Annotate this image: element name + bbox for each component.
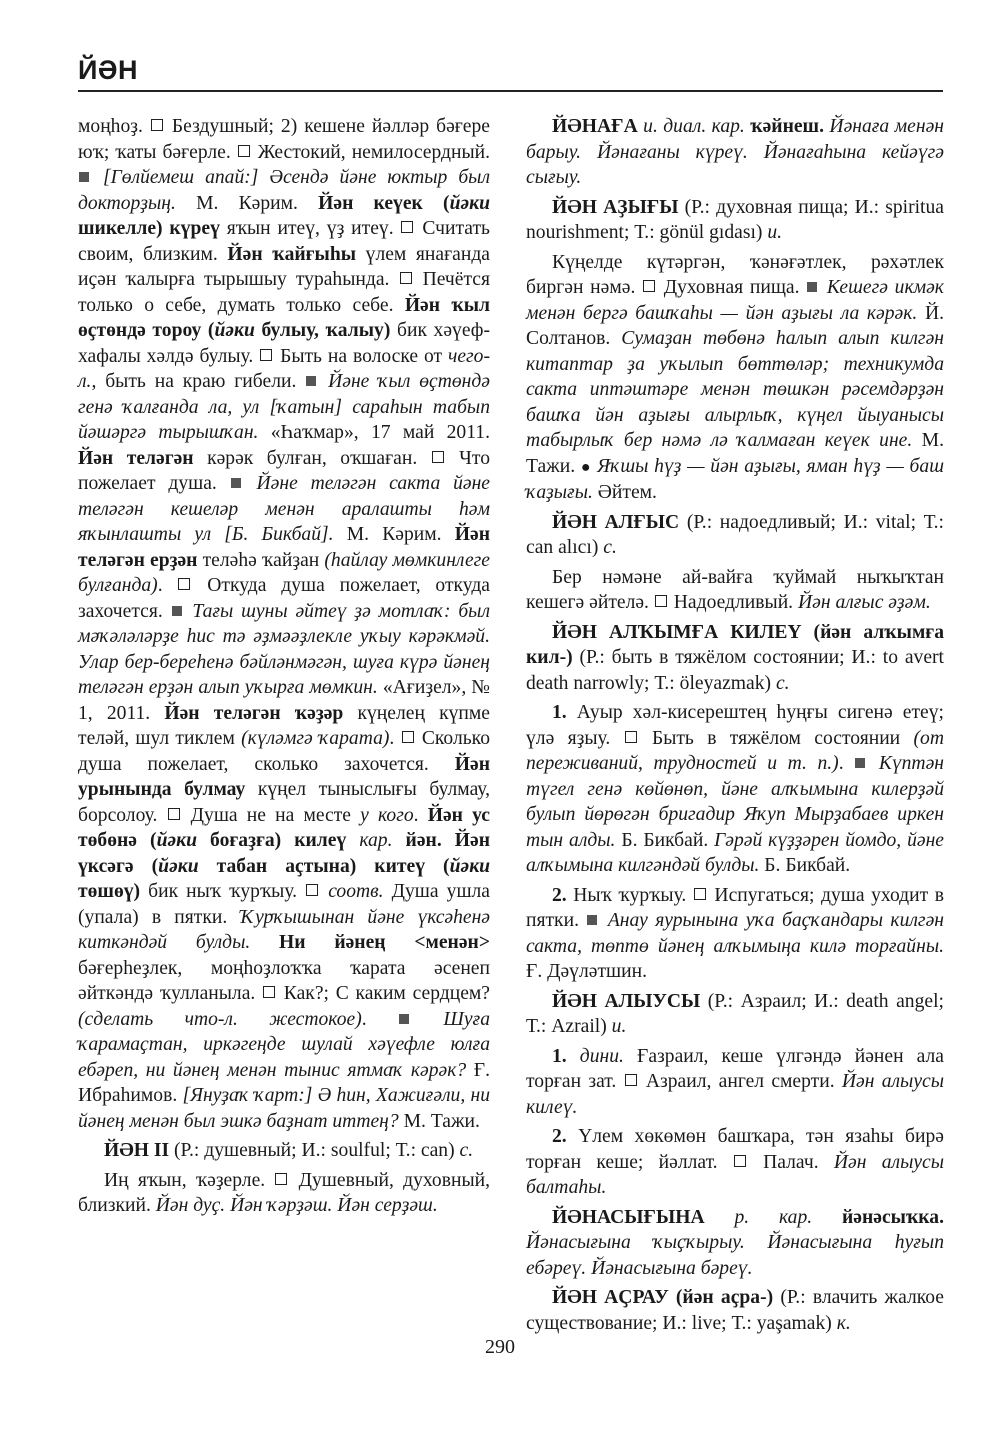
example-text: Йән алыусы балтаһы. (526, 1151, 944, 1198)
dictionary-paragraph (526, 1044, 944, 1121)
body-text: Азраил, ангел смерти. (638, 1071, 842, 1092)
headword-text: ЙӘН АҘЫҒЫ (552, 196, 679, 218)
open-square-icon (625, 1074, 637, 1086)
body-text: Считать своим, близким. (78, 218, 490, 265)
body-text: күңел тыныслығы булмау, борсолоу. (78, 779, 491, 826)
headword-text: ЙӘН АЛЫУСЫ (552, 990, 701, 1012)
example-text: Йән алыусы килеү. (526, 1071, 944, 1118)
headword-text: ЙӘН АЛҠЫМҒА КИЛЕҮ (йән алҡымға кил-) (526, 621, 944, 668)
body-text: яҡын итеү, үҙ итеү. (219, 218, 401, 239)
example-text: Ҡурҡышынан йәне үксәһенә киткәндәй булды. (78, 906, 490, 953)
headword-text: Йән ус төбөнә ( (78, 804, 490, 851)
body-text: Ныҡ ҡурҡыу. (566, 884, 693, 906)
open-square-icon (625, 731, 637, 743)
body-text: Палач. (747, 1151, 834, 1173)
body-text: күңелең күпме теләй, шул тиклем (78, 702, 490, 749)
body-text: Й. Солтанов. (526, 302, 945, 349)
example-text: Йәнаға менән барыу. Йәнағаны күреү. Йәнағаһына кейәүгә сығыу. (526, 116, 944, 188)
body-text: бәғерһеҙлек, моңһоҙлоҡҡа ҡарата әсенеп әйткәндә ҡулланыла. (78, 957, 490, 1004)
body-text: (Р.: быть в тяжёлом состоянии; И.: to avert death narrowly; Т.: öleyazmak) (526, 647, 944, 694)
body-text: Как?; С каким сердцем? (277, 983, 490, 1004)
body-text: Ғазраил, кеше үлгәндә йәнен ала торған зат. (526, 1045, 945, 1092)
body-text: Откуда душа пожелает, откуда захочется. (78, 575, 491, 622)
example-text: [Януҙаҡ ҡарт:] Ә һин, Хажиғәли, ни йәнең менән был эшкә баҙнат иттең? (78, 1085, 491, 1132)
body-text: (Р.: надоедливый; И.: vital; Т.: can alıcı) (526, 511, 944, 558)
body-text: Что пожелает душа. (78, 447, 490, 494)
dictionary-paragraph (526, 195, 944, 246)
example-text: Сумаҙан төбөнә һалып алып килгән китаптар ҙа уҡылып бөттөләр; техникумда сакта иптәштәре менән төшкән рәсемдәрҙән башҡа йән аҙығы алырлыҡ, күңел йыуанысы табырлыҡ бер нәмә лә ҡалмаған кеүек ине. (526, 328, 944, 451)
dictionary-paragraph (526, 700, 944, 879)
body-text: . (361, 1008, 399, 1030)
headword-text: 2. (552, 1126, 567, 1147)
body-text: «Ағиҙел», № 1, 2011. (78, 677, 490, 724)
body-text: М. Кәрим. (175, 192, 319, 214)
example-text: кар. (346, 830, 406, 851)
body-text: Ғ. Ибраһимов. (78, 1059, 491, 1106)
body-text: бик хәүеф-хафалы хәлдә булыу. (78, 320, 491, 367)
example-text: дини. (566, 1045, 624, 1067)
body-text: . (838, 753, 855, 774)
headword-text: Ни йәнең <менән> (279, 932, 490, 953)
dictionary-paragraph (526, 510, 944, 561)
filled-square-icon (587, 915, 597, 925)
bold-italic-text: йәки (449, 192, 490, 214)
example-text: Шуға ҡарамаҫтан, иркәгеңде шулай хәүефле юлға ебәреп, ни йәнең менән тынис ятмаҡ кәрәк? (78, 1008, 490, 1081)
open-square-icon (238, 145, 250, 157)
dictionary-paragraph (78, 114, 490, 1134)
headword-text: Йән теләгән (78, 447, 194, 469)
example-text: и. (611, 1016, 627, 1037)
headword-text: йәнәсыҡка. (841, 1206, 944, 1228)
body-text: Бер нәмәне ай-вайға ҡуймай ныҡыҡтан кешегә әйтелә. (526, 566, 944, 613)
dictionary-paragraph (526, 989, 944, 1040)
example-text: (күләмгә ҡарата) (241, 728, 390, 749)
body-text: Ауыр хәл-кисерештең һуңғы сигенә етеү; үлә яҙыу. (526, 702, 944, 749)
body-text: Сколько душа пожелает, сколько захочется. (78, 728, 490, 775)
body-text: бик ныҡ ҡурҡыу. (140, 881, 306, 902)
dictionary-paragraph (526, 565, 944, 616)
example-text: соотв. (320, 881, 384, 902)
body-text: Душа ушла (упала) в пятки. (78, 881, 491, 928)
open-square-icon (402, 731, 414, 743)
body-text: . (157, 575, 178, 596)
example-text: Кешегә икмәк менән бергә башҡаһы — йән аҙығы ла кәрәк. (526, 277, 944, 324)
example-text: [Гөлйемеш апай:] Әсендә йәне юктыр был докторҙың. (78, 167, 490, 214)
filled-square-icon (807, 282, 817, 292)
body-text: Әйтем. (592, 482, 657, 503)
example-text: Йәнасығына ҡыҫҡырыу. Йәнасығына һуғып ебәреү. Йәнасығына бәреү. (526, 1232, 944, 1279)
headword-text: йән. Йән үксәгә ( (78, 830, 490, 877)
example-text: Яҡшы һүҙ — йән аҙығы, яман һүҙ — баш ҡаҙығы. (526, 455, 944, 503)
bold-italic-text: йәки (156, 830, 197, 851)
headword-text: Йән теләгән ҡәҙәр (164, 702, 344, 724)
headword-text: 1. (552, 702, 567, 723)
body-text: М. Кәрим. (333, 524, 455, 545)
bullet-icon: ● (580, 458, 592, 476)
body-text (250, 932, 279, 953)
filled-square-icon (172, 606, 182, 616)
example-text: и. (767, 222, 783, 243)
right-column (526, 114, 944, 1340)
body-text: Б. Бикбай. (615, 829, 715, 851)
dictionary-paragraph (78, 1168, 490, 1219)
header-rule (78, 90, 943, 92)
open-square-icon (151, 119, 163, 131)
headword-text: табан аҫтына) китеү ( (198, 855, 450, 877)
example-text: и. диал. кар. (637, 116, 751, 137)
filled-square-icon (79, 172, 89, 182)
body-text: Ғ. Дәүләтшин. (526, 961, 647, 982)
headword-text: боғаҙға) килеү (197, 830, 347, 851)
example-text: к. (836, 1312, 851, 1334)
body-text: , быть на краю гибели. (91, 371, 306, 392)
example-text: чего-л. (78, 345, 490, 392)
body-text: М. Тажи. (398, 1110, 480, 1132)
body-text: Б. Бикбай. (759, 855, 851, 876)
headword-text: ЙӘНАҒА (552, 116, 638, 137)
open-square-icon (694, 888, 706, 900)
headword-text: ЙӘНАСЫҒЫНА (552, 1206, 705, 1228)
example-text: Йәне теләгән сакта йәне теләгән кешеләр менән аралашты һәм яҡынлашты ул [Б. Бикбай]. (78, 473, 491, 545)
headword-text: ҡәйнеш. (750, 116, 824, 137)
headword-text: Йән ҡыл өҫтөндә тороу ( (78, 294, 490, 341)
example-text: с. (459, 1140, 474, 1161)
body-text: . (413, 804, 428, 826)
example-text: Йән алғыс әҙәм. (797, 592, 931, 613)
dictionary-paragraph (526, 250, 944, 506)
filled-square-icon (399, 1014, 409, 1024)
open-square-icon (168, 808, 180, 820)
body-text: (Р.: влачить жалкое существование; И.: live; Т.: yaşamak) (526, 1287, 944, 1334)
example-text: Гәрәй күҙҙәрен йомдо, йәне алҡымына килгәндәй булды. (526, 829, 944, 876)
open-square-icon (260, 349, 272, 361)
example-text: Йән дуҫ. Йән ҡәрҙәш. Йән серҙәш. (155, 1195, 438, 1216)
bold-italic-text: йәки (158, 855, 199, 877)
headword-text: шикелле) күреү (78, 218, 220, 239)
body-text: Жестокий, немилосердный. (251, 141, 490, 163)
example-text: Анау яурынына уҡа баҫҡандары килгән сакта, төптө йәнең алҡымыңа килә торғайны. (526, 910, 944, 957)
headword-text: ЙӘН II (104, 1140, 170, 1161)
open-square-icon (275, 1173, 287, 1185)
example-text: с. (775, 672, 790, 694)
headword-text: ЙӘН АЛҒЫС (552, 511, 680, 533)
open-square-icon (401, 221, 413, 233)
example-text: р. кар. (704, 1206, 842, 1228)
headword-text: 1. (552, 1045, 567, 1067)
headword-text: ЙӘН АҪРАУ (йән аҫра-) (552, 1287, 774, 1308)
example-text: (от переживаний, трудностей и т. п.) (526, 727, 944, 774)
example-text: Күптән түгел генә көйөнөп, йәне алҡымына килерҙәй булып йөрөгән бригадир Яҡуп Мырҙабаев иркен тын алды. (526, 753, 944, 851)
open-square-icon (655, 595, 667, 607)
headword-text: Йән урынында булмау (78, 753, 490, 800)
open-square-icon (178, 578, 190, 590)
body-text: (Р.: Азраил; И.: death angel; Т.: Azrail) (526, 990, 944, 1037)
headword-text: 2. (552, 884, 567, 906)
body-text: «Һаҡмар», 17 май 2011. (258, 422, 490, 443)
body-text: кәрәк булған, оҡшаған. (193, 447, 431, 469)
dictionary-paragraph (526, 1124, 944, 1201)
example-text: (һайлау мөмкинлеге булғанда) (78, 549, 490, 596)
body-text: Быть на волоске от (274, 345, 448, 367)
body-text: Испугаться; душа уходит в пятки. (526, 884, 944, 931)
headword-text: Йән ҡайғыһы (227, 243, 357, 265)
body-text: Күңелде күтәргән, ҡәнәғәтлек, рәхәтлек биргән нәмә. (526, 251, 944, 298)
left-column (78, 114, 490, 1223)
open-square-icon (734, 1155, 746, 1167)
page-header-title: ЙӘН (78, 55, 139, 85)
body-text: Духовная пища. (657, 277, 807, 298)
body-text: Душевный, духовный, близкий. (78, 1169, 490, 1216)
body-text: үлем янағанда иҫән ҡалырға тырышыу тураһында. (78, 243, 490, 290)
body-text: теләһә ҡайҙан (197, 549, 325, 571)
body-text: Печётся только о себе, думать только себе. (78, 269, 490, 316)
dictionary-paragraph (78, 1138, 490, 1164)
body-text: моңһоҙ. (78, 116, 150, 137)
body-text: (Р.: душевный; И.: soulful; Т.: can) (169, 1140, 460, 1161)
example-text: Тағы шуны әйтеү ҙә мотлаҡ: был мәҡәләләрҙе һис тә әҙмәәҙлекле уҡыу кәрәкмәй. Улар бер-береһенә бәйләнмәгән, шуға күрә йәнең теләгән ерҙән алып уҡырға мөмкин. (78, 600, 490, 698)
filled-square-icon (855, 758, 865, 768)
headword-text: төшөү) (78, 881, 141, 902)
body-text: Бездушный; 2) кешене йәлләр бәғере юҡ; ҡаты бәғерле. (78, 116, 491, 163)
headword-text: Йән теләгән ерҙән (78, 524, 490, 571)
page-number: 290 (485, 1336, 515, 1358)
open-square-icon (400, 272, 412, 284)
dictionary-paragraph (526, 114, 944, 191)
body-text: М. Тажи. (526, 430, 944, 477)
open-square-icon (643, 280, 655, 292)
open-square-icon (306, 884, 318, 896)
dictionary-paragraph (526, 1285, 944, 1336)
bold-italic-text: йәки (214, 320, 255, 341)
body-text: . (389, 728, 401, 749)
open-square-icon (432, 451, 444, 463)
bold-italic-text: йәки (449, 855, 491, 877)
dictionary-paragraph (526, 1205, 944, 1282)
dictionary-paragraph (526, 883, 944, 985)
body-text: Надоедливый. (668, 592, 798, 613)
body-text: (Р.: духовная пища; И.: spiritua nourishment; Т.: gönül gıdası) (526, 196, 944, 243)
body-text: Душа не на месте (181, 804, 361, 826)
example-text: с. (603, 537, 617, 558)
headword-text: булыу, ҡалыу) (254, 320, 391, 341)
example-text: Йәне ҡыл өҫтөндә генә ҡалғанда ла, ул [ҡатын] сараһын табып йәшәргә тырышҡан. (78, 371, 491, 443)
body-text: Иң яҡын, ҡәҙерле. (104, 1169, 275, 1191)
open-square-icon (263, 986, 275, 998)
body-text: Быть в тяжёлом состоянии (638, 727, 914, 749)
filled-square-icon (231, 478, 241, 488)
example-text: (сделать что-л. жестокое) (78, 1008, 362, 1030)
example-text: у кого (360, 804, 414, 826)
headword-text: Йән кеүек ( (318, 192, 450, 214)
body-text: Үлем хөкөмөн башҡара, тән язаһы бирә торған кеше; йәллат. (526, 1126, 944, 1173)
dictionary-paragraph (526, 620, 944, 697)
filled-square-icon (306, 376, 316, 386)
